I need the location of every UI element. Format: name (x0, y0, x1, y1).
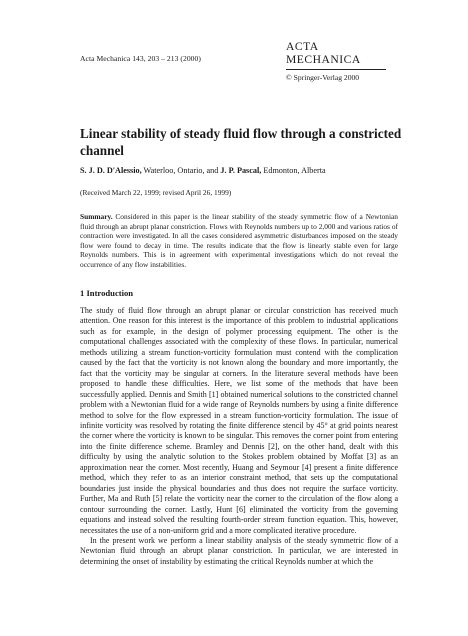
copyright-line: © Springer-Verlag 2000 (286, 73, 360, 82)
abstract-text: Considered in this paper is the linear stability of the steady symmetric flow of a Newtonian fluid through an abrupt planar constriction. Flows with Reynolds numbers up to 2,000 and various ratios of contraction were investigated. In all the cases considered asymmetric disturbances imposed on the steady flow were found to decay in time. The results indicate that the flow is linearly stable even for large Reynolds numbers. This is in agreement with experimental investigations which do not reveal the occurrence of any flow instabilities. (80, 212, 398, 269)
affiliation-1: Waterloo, Ontario, and (141, 166, 221, 175)
paragraph-1: The study of fluid flow through an abrupt planar or circular constriction has received much attention. One reason for this interest is the importance of this problem to industrial applications such as for example, in the design of polymer processing equipment. The other is the computational challenges associated with the complexity of these flows. In particular, numerical methods utilizing a stream function-vorticity formulation must contend with the complication caused by the fact that the vorticity is not known along the boundary and more importantly, the fact that the vorticity may be singular at corners. In the literature several methods have been proposed to handle these difficulties. Here, we list some of the methods that have been successfully applied. Dennis and Smith [1] obtained numerical solutions to the constricted channel problem with a Newtonian fluid for a wide range of Reynolds numbers by using a finite difference method to solve for the flow expressed in a stream function-vorticity formulation. The issue of infinite vorticity was resolved by rotating the finite difference stencil by 45° at grid points nearest the corner where the vorticity is known to be singular. This removes the corner point from entering into the finite difference scheme. Bramley and Dennis [2], on the other hand, dealt with this difficulty by using the analytic solution to the Stokes problem obtained by Moffat [3] as an approximation near the corner. Most recently, Huang and Seymour [4] present a finite difference method, which they refer to as an interior constraint method, that sets up the computational boundaries just inside the physical boundaries and thus does not require the surface vorticity. Further, Ma and Ruth [5] relate the vorticity near the corner to the circulation of the flow along a contour surrounding the corner. Lastly, Hunt [6] eliminated the vorticity from the governing equations and instead solved the resulting fourth-order stream function equation. This, however, necessitates the use of a non-uniform grid and a more complicated iterative procedure. (80, 306, 398, 535)
paper-title: Linear stability of steady fluid flow through a constricted channel (80, 126, 402, 158)
journal-block (286, 40, 396, 82)
affiliation-2: Edmonton, Alberta (261, 166, 326, 175)
author-2: J. P. Pascal, (220, 166, 262, 175)
abstract (80, 212, 398, 270)
abstract-label: Summary. (80, 212, 113, 221)
journal-rule (286, 69, 386, 70)
received-dates: (Received March 22, 1999; revised April 26, 1999) (80, 188, 232, 197)
body-text (80, 306, 398, 567)
author-1: S. J. D. D'Alessio, (80, 166, 142, 175)
journal-name: ACTA MECHANICA (286, 40, 361, 66)
section-heading-introduction: 1 Introduction (80, 288, 134, 298)
author-line (80, 166, 420, 175)
citation-line: Acta Mechanica 143, 203 – 213 (2000) (80, 54, 201, 63)
paragraph-2: In the present work we perform a linear stability analysis of the steady symmetric flow of a Newtonian fluid through an abrupt planar constriction. In particular, we are interested in determining the onset of instability by estimating the critical Reynolds number at which the (80, 535, 398, 566)
